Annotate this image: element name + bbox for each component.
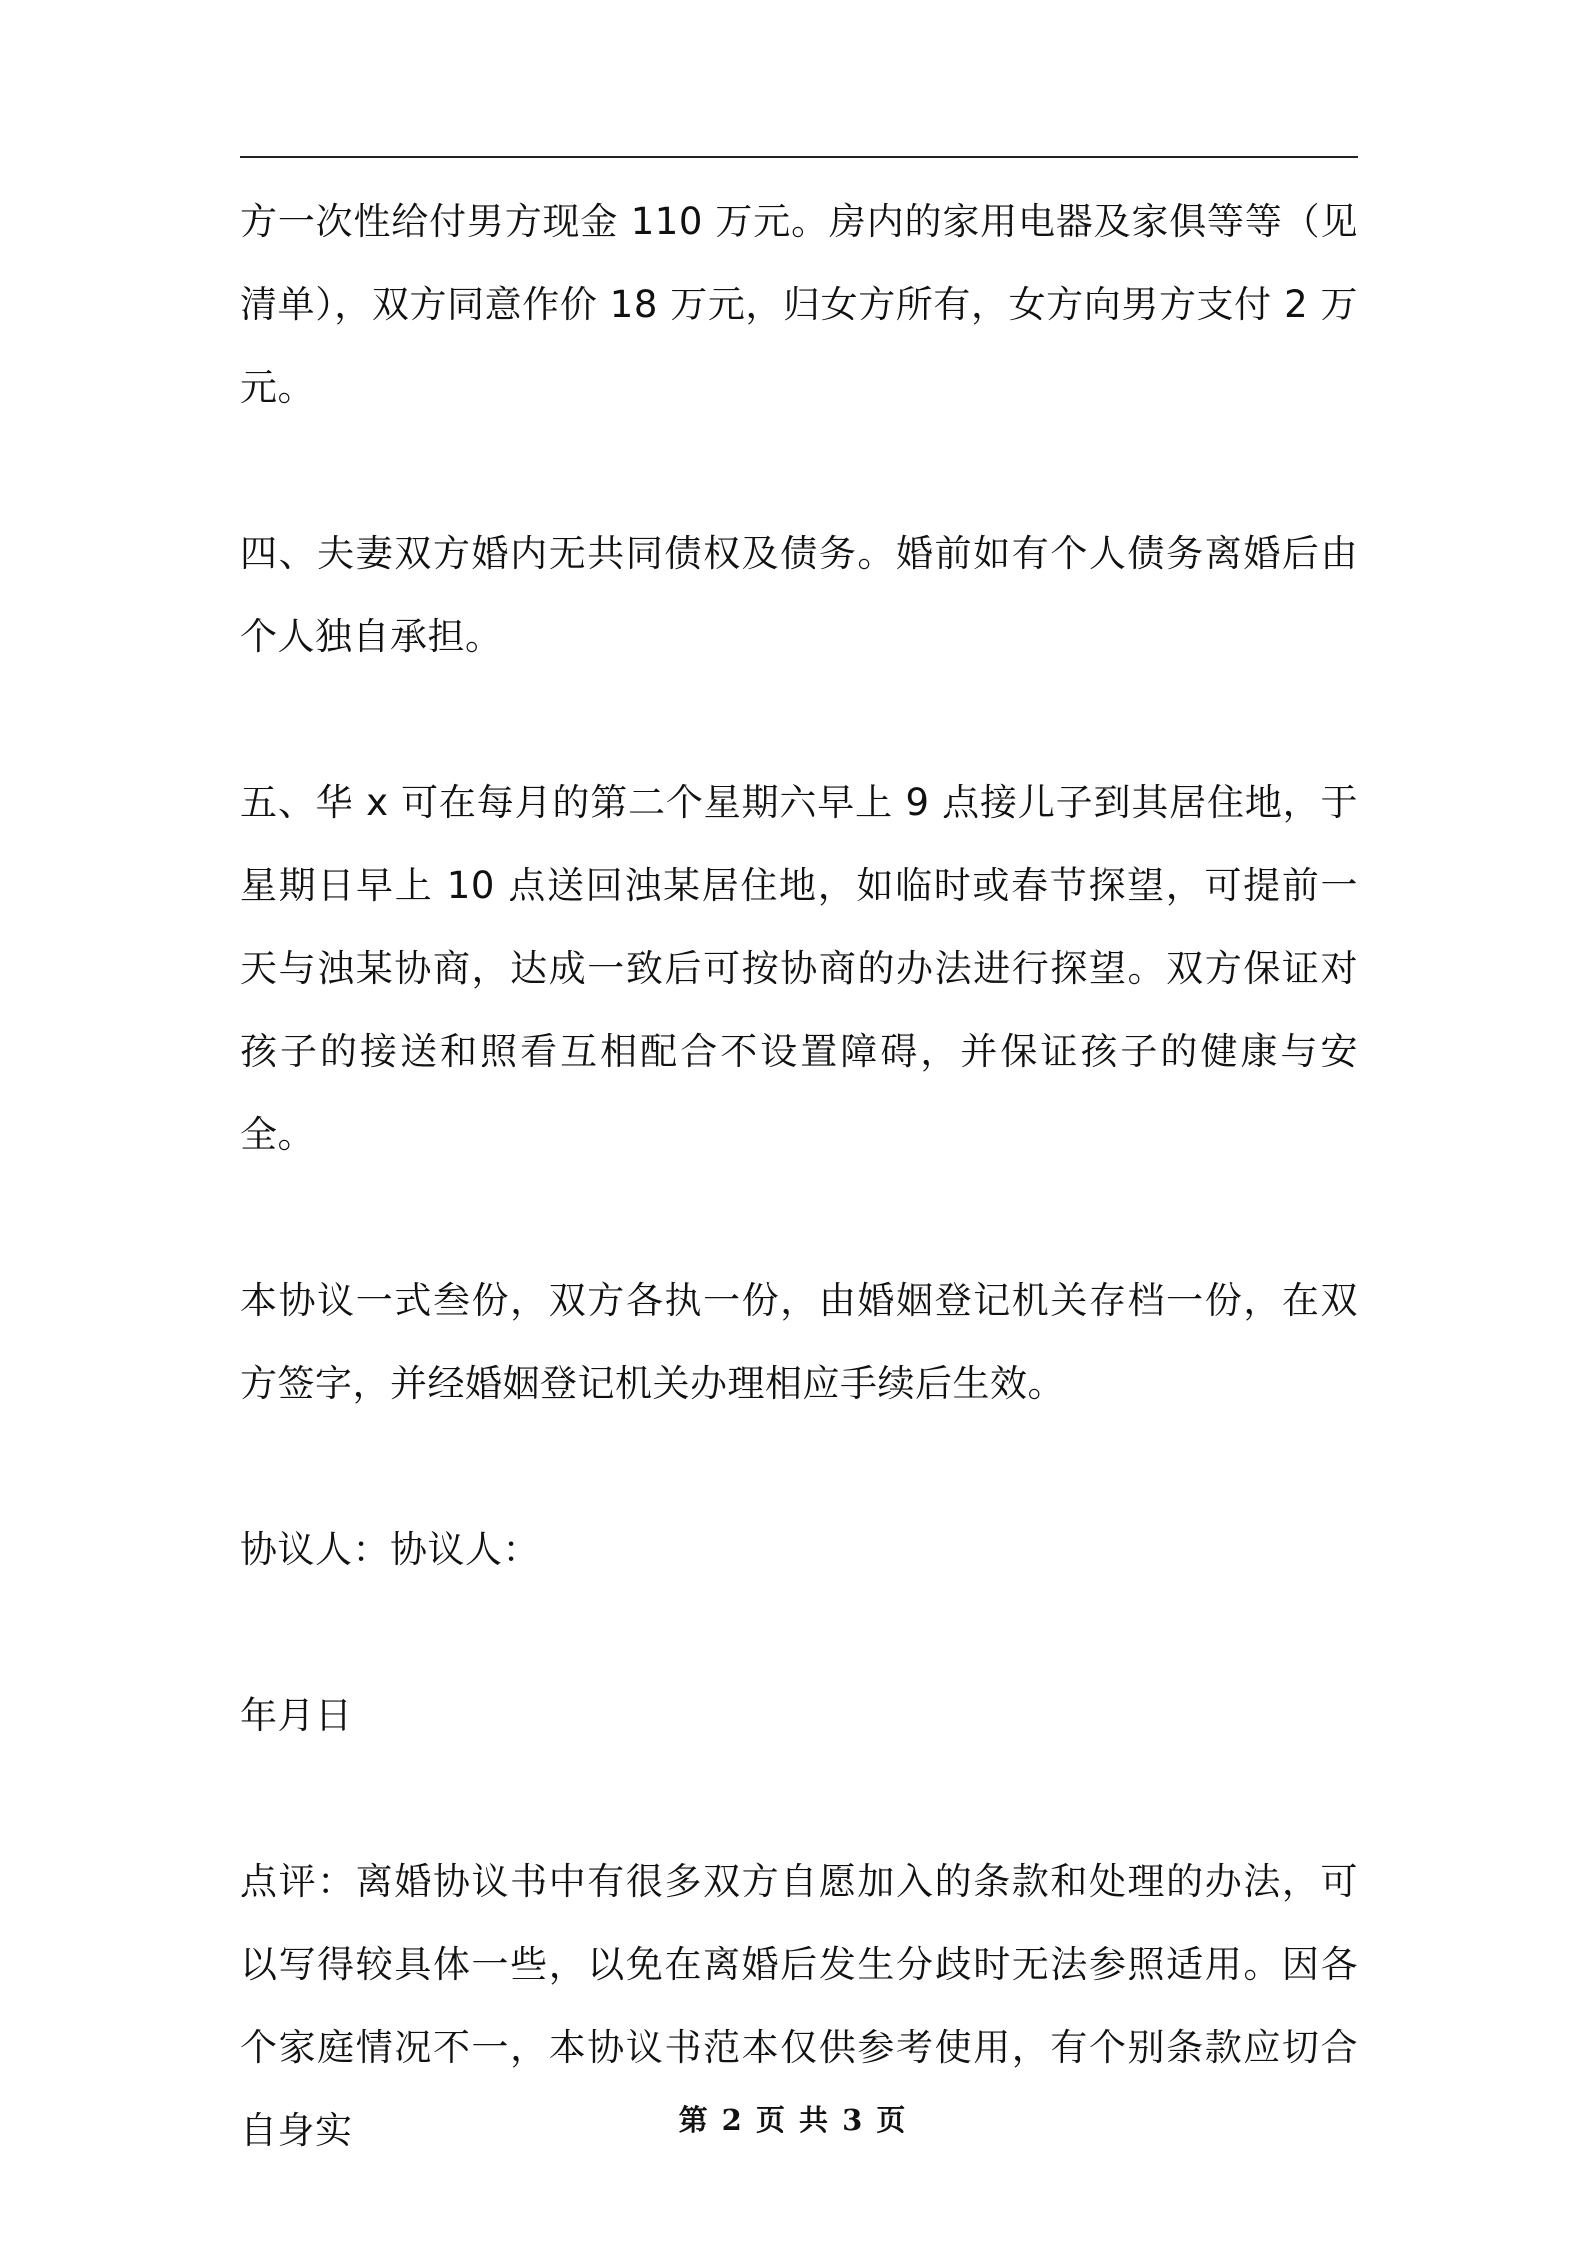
paragraph-date: 年月日 [240, 1694, 353, 1737]
header-divider [240, 156, 1358, 158]
document-body [240, 180, 1358, 2172]
paragraph-debts: 四、夫妻双方婚内无共同债权及债务。婚前如有个人债务离婚后由个人独自承担。 [240, 532, 1358, 658]
paragraph-visitation: 五、华 x 可在每月的第二个星期六早上 9 点接儿子到其居住地，于星期日早上 10 点送回浊某居住地，如临时或春节探望，可提前一天与浊某协商，达成一致后可按协商的办法进行探望。双方保证对孩子的接送和照看互相配合不设置障碍，并保证孩子的健康与安全。 [240, 781, 1358, 1156]
paragraph-signatories: 协议人：协议人： [240, 1528, 540, 1571]
paragraph-copies: 本协议一式叁份，双方各执一份，由婚姻登记机关存档一份，在双方签字，并经婚姻登记机关办理相应手续后生效。 [240, 1279, 1358, 1405]
page-number-footer: 第 2 页 共 3 页 [678, 2103, 908, 2137]
paragraph-property-settlement: 方一次性给付男方现金 110 万元。房内的家用电器及家俱等等（见清单），双方同意作价 18 万元，归女方所有，女方向男方支付 2 万元。 [240, 200, 1358, 409]
paragraph-commentary: 点评：离婚协议书中有很多双方自愿加入的条款和处理的办法，可以写得较具体一些，以免在离婚后发生分歧时无法参照适用。因各个家庭情况不一，本协议书范本仅供参考使用，有个别条款应切合自身实 [240, 1860, 1358, 2152]
